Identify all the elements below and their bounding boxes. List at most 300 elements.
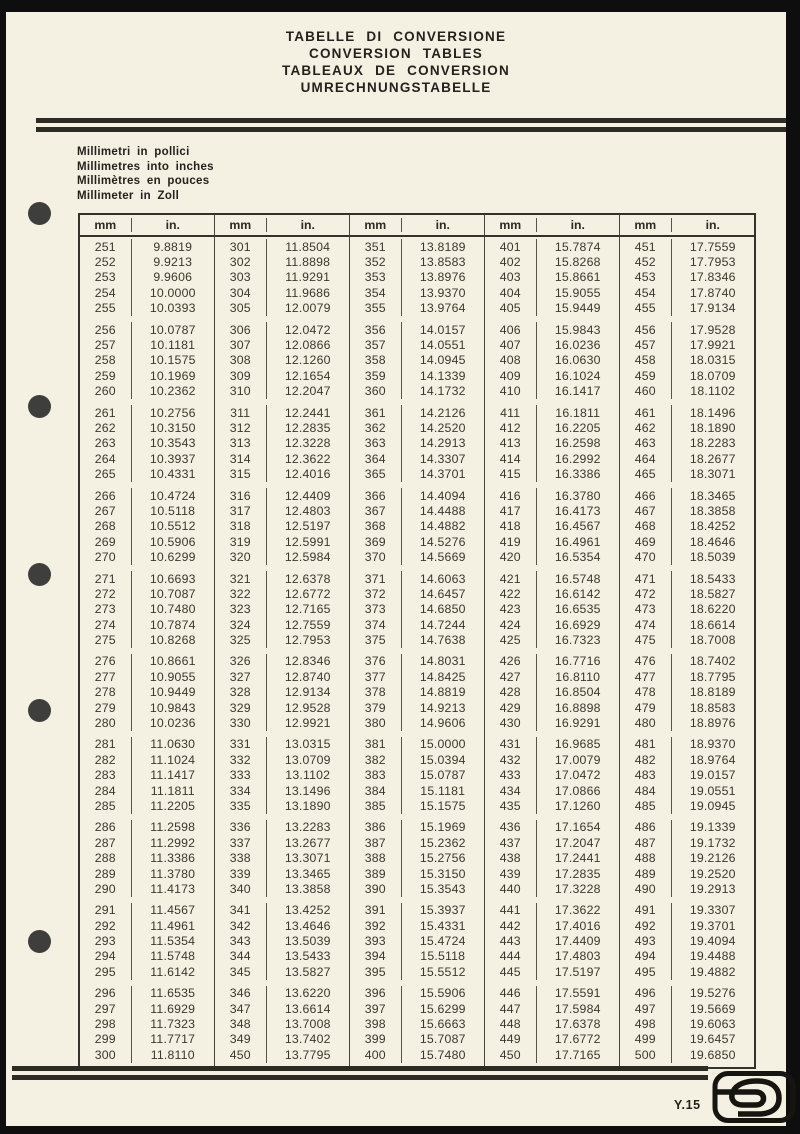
table-row [215,466,349,481]
in-cell: 14.1339 [419,368,466,383]
mm-cell: 301 [215,239,267,254]
mm-cell: 416 [485,488,537,503]
in-cell: 19.0551 [689,783,736,798]
mm-cell: 271 [80,571,132,586]
mm-cell: 462 [620,420,672,435]
mm-cell: 388 [350,850,402,865]
table-row [485,1001,619,1016]
mm-cell: 348 [215,1016,267,1031]
in-cell: 10.9055 [149,669,196,684]
table-row [215,632,349,647]
table-body-column [485,237,619,1067]
table-row [350,798,484,813]
mm-cell: 475 [620,632,672,647]
in-cell: 17.2047 [554,835,601,850]
in-cell: 14.5276 [419,534,466,549]
in-cell: 17.6378 [554,1017,601,1032]
mm-cell: 418 [485,519,537,534]
table-header-row [485,215,619,237]
in-cell: 18.3071 [689,467,736,482]
in-cell: 10.5906 [149,534,196,549]
table-row [215,820,349,835]
mm-cell: 379 [350,700,402,715]
in-cell: 16.8898 [554,700,601,715]
in-cell: 16.4567 [554,519,601,534]
brand-logo [712,1070,796,1124]
mm-cell: 472 [620,586,672,601]
mm-cell: 453 [620,270,672,285]
table-row [620,420,754,435]
mm-cell: 424 [485,617,537,632]
table-row [80,949,214,964]
table-row [485,405,619,420]
mm-cell: 395 [350,964,402,979]
in-cell: 12.5984 [284,550,331,565]
table-row [620,949,754,964]
mm-cell: 499 [620,1032,672,1047]
mm-cell: 473 [620,602,672,617]
punch-hole [28,563,51,586]
in-cell: 13.6614 [284,1001,331,1016]
in-cell: 17.7165 [554,1047,601,1062]
in-cell: 18.1496 [689,405,736,420]
mm-cell: 255 [80,301,132,316]
column-header-mm: mm [215,218,267,232]
column-header-in: in. [300,218,315,232]
mm-cell: 433 [485,768,537,783]
in-cell: 11.1417 [150,768,196,783]
in-cell: 11.6929 [150,1001,196,1016]
table-row [620,783,754,798]
table-header-row [620,215,754,237]
mm-cell: 324 [215,617,267,632]
table-row [485,835,619,850]
mm-cell: 385 [350,798,402,813]
mm-cell: 269 [80,534,132,549]
table-row [80,322,214,337]
mm-cell: 406 [485,322,537,337]
table-row [350,632,484,647]
table-row [350,949,484,964]
table-row [80,239,214,254]
mm-cell: 327 [215,669,267,684]
table-row [80,850,214,865]
table-row [215,420,349,435]
mm-cell: 296 [80,986,132,1001]
in-cell: 18.7008 [689,633,736,648]
mm-cell: 383 [350,768,402,783]
mm-cell: 366 [350,488,402,503]
mm-cell: 297 [80,1001,132,1016]
table-row [485,632,619,647]
table-row [350,451,484,466]
table-row [350,488,484,503]
in-cell: 14.2913 [419,436,466,451]
table-row [80,700,214,715]
in-cell: 19.2520 [689,866,736,881]
in-cell: 17.2441 [554,851,601,866]
table-row [620,405,754,420]
table-row [485,1047,619,1062]
in-cell: 10.1181 [150,338,196,353]
in-cell: 13.0315 [284,737,331,752]
table-row [350,285,484,300]
mm-cell: 384 [350,783,402,798]
in-cell: 18.1890 [689,420,736,435]
table-row [350,549,484,564]
mm-cell: 421 [485,571,537,586]
mm-cell: 294 [80,949,132,964]
in-cell: 19.0157 [689,768,736,783]
mm-cell: 491 [620,903,672,918]
mm-cell: 415 [485,466,537,481]
table-row [215,368,349,383]
mm-cell: 306 [215,322,267,337]
table-row [620,654,754,669]
table-row [620,835,754,850]
mm-cell: 407 [485,337,537,352]
in-cell: 14.8031 [419,654,466,669]
mm-cell: 408 [485,353,537,368]
table-row [350,669,484,684]
in-cell: 10.7087 [149,586,196,601]
mm-cell: 303 [215,270,267,285]
in-cell: 14.3307 [419,451,466,466]
mm-cell: 495 [620,964,672,979]
mm-cell: 446 [485,986,537,1001]
in-cell: 18.9370 [689,737,736,752]
table-row [215,270,349,285]
in-cell: 16.3386 [554,467,601,482]
in-cell: 14.0945 [419,353,466,368]
table-row [485,850,619,865]
in-cell: 14.3701 [419,467,466,482]
in-cell: 19.5276 [689,986,736,1001]
mm-cell: 387 [350,835,402,850]
in-cell: 10.0393 [149,301,196,316]
in-cell: 15.9843 [554,322,601,337]
table-row [485,353,619,368]
mm-cell: 292 [80,918,132,933]
table-row [620,534,754,549]
in-cell: 10.0236 [149,716,196,731]
in-cell: 14.0157 [419,322,466,337]
table-row [215,669,349,684]
mm-cell: 382 [350,752,402,767]
in-cell: 17.5197 [554,964,601,979]
mm-cell: 314 [215,451,267,466]
mm-cell: 500 [620,1047,672,1062]
mm-cell: 363 [350,436,402,451]
in-cell: 15.3543 [419,881,466,896]
table-row [620,301,754,316]
in-cell: 10.6693 [149,571,196,586]
mm-cell: 308 [215,353,267,368]
mm-cell: 447 [485,1001,537,1016]
table-row [485,685,619,700]
in-cell: 10.2756 [149,405,196,420]
in-cell: 17.4016 [554,918,601,933]
table-row [215,488,349,503]
table-row [485,903,619,918]
table-row [485,737,619,752]
in-cell: 13.8189 [419,239,466,254]
table-row [485,752,619,767]
mm-cell: 401 [485,239,537,254]
mm-cell: 326 [215,654,267,669]
in-cell: 16.1024 [554,368,601,383]
mm-cell: 289 [80,866,132,881]
table-header-row [215,215,349,237]
mm-cell: 372 [350,586,402,601]
in-cell: 17.9134 [689,301,736,316]
in-cell: 15.4331 [419,918,466,933]
in-cell: 13.1890 [284,798,331,813]
mm-cell: 479 [620,700,672,715]
mm-cell: 412 [485,420,537,435]
mm-cell: 403 [485,270,537,285]
mm-cell: 267 [80,503,132,518]
in-cell: 15.7087 [419,1032,466,1047]
in-cell: 14.0551 [419,338,466,353]
mm-cell: 445 [485,964,537,979]
mm-cell: 438 [485,850,537,865]
subtitle-line-german: Millimeter in Zoll [77,189,180,202]
column-header-mm: mm [620,218,672,232]
mm-cell: 257 [80,337,132,352]
page-number: Y.15 [674,1098,701,1112]
in-cell: 17.3228 [554,881,601,896]
mm-cell: 300 [80,1047,132,1062]
table-column-pair [214,215,349,1067]
table-row [80,384,214,399]
in-cell: 12.2835 [284,420,331,435]
table-row [80,571,214,586]
in-cell: 12.9528 [284,700,331,715]
table-row [350,617,484,632]
table-row [215,768,349,783]
table-row [485,1016,619,1031]
table-row [620,866,754,881]
mm-cell: 337 [215,835,267,850]
table-row [215,700,349,715]
mm-cell: 469 [620,534,672,549]
in-cell: 19.4882 [689,964,736,979]
table-row [620,436,754,451]
column-header-mm: mm [485,218,537,232]
table-row [350,866,484,881]
mm-cell: 378 [350,685,402,700]
table-row [350,337,484,352]
mm-cell: 330 [215,715,267,730]
in-cell: 10.8268 [149,633,196,648]
in-cell: 11.5748 [150,949,196,964]
in-cell: 11.9291 [285,270,331,285]
document-page [6,12,786,1126]
table-row [350,768,484,783]
in-cell: 19.6850 [689,1047,736,1062]
in-cell: 13.3071 [284,851,331,866]
in-cell: 16.8110 [555,669,601,684]
mm-cell: 474 [620,617,672,632]
mm-cell: 397 [350,1001,402,1016]
table-row [485,602,619,617]
table-row [215,654,349,669]
table-row [80,1032,214,1047]
subtitle-line-english: Millimetres into inches [77,160,214,173]
table-row [215,903,349,918]
mm-cell: 463 [620,436,672,451]
in-cell: 12.3228 [284,436,331,451]
in-cell: 16.4961 [554,534,601,549]
table-row [350,503,484,518]
in-cell: 16.4173 [554,503,601,518]
table-row [620,798,754,813]
table-row [80,549,214,564]
mm-cell: 295 [80,964,132,979]
mm-cell: 422 [485,586,537,601]
table-row [80,654,214,669]
mm-cell: 293 [80,933,132,948]
mm-cell: 335 [215,798,267,813]
table-row [485,466,619,481]
in-cell: 19.4488 [689,949,736,964]
in-cell: 15.0787 [419,768,466,783]
mm-cell: 359 [350,368,402,383]
table-row [485,949,619,964]
in-cell: 10.2362 [149,384,196,399]
table-row [485,571,619,586]
mm-cell: 291 [80,903,132,918]
table-row [620,964,754,979]
mm-cell: 351 [350,239,402,254]
mm-cell: 480 [620,715,672,730]
table-row [350,918,484,933]
table-row [80,617,214,632]
mm-cell: 355 [350,301,402,316]
table-row [80,503,214,518]
in-cell: 15.9449 [554,301,601,316]
mm-cell: 284 [80,783,132,798]
in-cell: 19.1339 [689,820,736,835]
mm-cell: 361 [350,405,402,420]
table-row [80,1001,214,1016]
table-row [485,617,619,632]
mm-cell: 405 [485,301,537,316]
in-cell: 17.5984 [554,1001,601,1016]
in-cell: 11.1024 [150,752,196,767]
in-cell: 15.2362 [419,835,466,850]
mm-cell: 425 [485,632,537,647]
table-row [350,933,484,948]
in-cell: 12.0866 [284,338,331,353]
table-row [485,918,619,933]
in-cell: 17.8740 [689,285,736,300]
table-row [215,571,349,586]
table-row [485,534,619,549]
table-row [215,918,349,933]
in-cell: 12.7559 [284,617,331,632]
mm-cell: 342 [215,918,267,933]
header-rule-top [36,118,786,123]
mm-cell: 312 [215,420,267,435]
mm-cell: 457 [620,337,672,352]
mm-cell: 389 [350,866,402,881]
table-row [485,715,619,730]
mm-cell: 464 [620,451,672,466]
mm-cell: 266 [80,488,132,503]
section-subtitle [77,145,214,203]
table-row [620,933,754,948]
mm-cell: 386 [350,820,402,835]
in-cell: 11.6142 [150,964,196,979]
in-cell: 11.6535 [150,986,196,1001]
table-row [620,368,754,383]
mm-cell: 278 [80,685,132,700]
table-row [620,768,754,783]
table-row [80,685,214,700]
in-cell: 12.4409 [284,488,331,503]
in-cell: 16.3780 [554,488,601,503]
table-row [215,715,349,730]
table-row [350,420,484,435]
table-row [620,384,754,399]
in-cell: 12.8740 [284,669,331,684]
table-row [485,322,619,337]
table-row [350,368,484,383]
table-row [215,405,349,420]
table-row [620,239,754,254]
mm-cell: 481 [620,737,672,752]
mm-cell: 332 [215,752,267,767]
table-row [350,783,484,798]
mm-cell: 413 [485,436,537,451]
in-cell: 14.4882 [419,519,466,534]
mm-cell: 345 [215,964,267,979]
table-row [215,933,349,948]
in-cell: 17.7559 [689,239,736,254]
table-row [215,737,349,752]
mm-cell: 496 [620,986,672,1001]
table-row [620,549,754,564]
table-row [80,715,214,730]
table-row [485,488,619,503]
table-row [485,368,619,383]
in-cell: 9.9606 [153,270,193,285]
mm-cell: 311 [215,405,267,420]
table-row [620,322,754,337]
table-row [620,881,754,896]
in-cell: 16.2992 [554,451,601,466]
mm-cell: 323 [215,602,267,617]
table-row [215,586,349,601]
in-cell: 19.3307 [689,903,736,918]
table-row [215,519,349,534]
mm-cell: 396 [350,986,402,1001]
header-rule-bottom [36,127,786,132]
in-cell: 16.0630 [554,353,601,368]
in-cell: 19.4094 [689,934,736,949]
in-cell: 12.1654 [284,368,331,383]
table-row [350,301,484,316]
table-row [350,752,484,767]
in-cell: 11.2205 [150,798,196,813]
in-cell: 15.1575 [419,798,466,813]
table-row [620,602,754,617]
mm-cell: 322 [215,586,267,601]
column-header-mm: mm [350,218,402,232]
in-cell: 13.9370 [419,285,466,300]
